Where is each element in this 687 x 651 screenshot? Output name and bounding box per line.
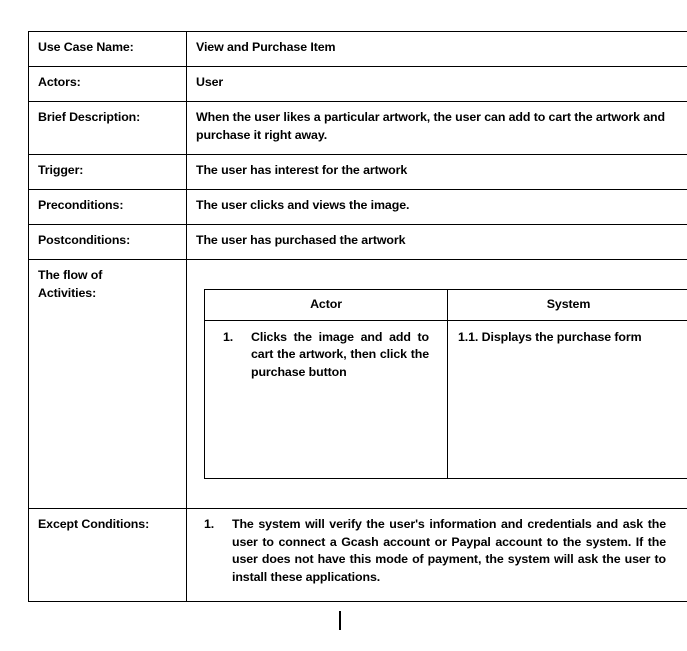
row-value-brief-description: When the user likes a particular artwork, the user can add to cart the artwork and purchase it right away.: [187, 102, 687, 155]
row-value-flow-of-activities: [187, 260, 687, 509]
actor-step-item: [215, 329, 437, 382]
row-label-preconditions: Preconditions:: [29, 190, 187, 225]
table-row-except-conditions: [29, 509, 687, 602]
actor-step-number: 1.: [223, 329, 234, 344]
system-step-number: 1.1.: [458, 329, 479, 344]
row-value-preconditions: The user clicks and views the image.: [187, 190, 687, 225]
row-label-postconditions: Postconditions:: [29, 225, 187, 260]
actor-system-table: [204, 289, 687, 479]
row-value-actors: User: [187, 67, 687, 102]
text-caret: [339, 611, 341, 630]
row-label-actors: Actors:: [29, 67, 187, 102]
table-row-actors: [29, 67, 687, 102]
row-label-except-conditions: Except Conditions:: [29, 509, 187, 602]
table-row-use-case-name: [29, 32, 687, 67]
row-value-trigger: The user has interest for the artwork: [187, 155, 687, 190]
row-label-trigger: Trigger:: [29, 155, 187, 190]
system-step-item: [458, 329, 679, 347]
actor-step-text: Clicks the image and add to cart the artwork, then click the purchase button: [251, 329, 429, 379]
except-condition-number: 1.: [204, 517, 215, 531]
system-step-text: Displays the purchase form: [481, 329, 642, 344]
actor-system-header-row: [205, 290, 687, 321]
except-conditions-list: [196, 516, 679, 586]
column-header-system: System: [448, 290, 687, 321]
use-case-table: [28, 31, 687, 602]
row-label-use-case-name: Use Case Name:: [29, 32, 187, 67]
row-value-use-case-name: View and Purchase Item: [187, 32, 687, 67]
table-row-brief-description: [29, 102, 687, 155]
actor-step-list: [215, 329, 437, 382]
table-row-preconditions: [29, 190, 687, 225]
except-condition-text: The system will verify the user's information and credentials and ask the user to connect a Gcash account or Paypal account to the system. If the user does not have this mode of payment, the system will ask the user to install these applications.: [232, 517, 666, 584]
table-row-trigger: [29, 155, 687, 190]
system-steps-cell: [448, 320, 687, 478]
actor-steps-cell: [205, 320, 448, 478]
row-label-flow-of-activities: [29, 260, 187, 509]
row-label-brief-description: Brief Description:: [29, 102, 187, 155]
table-row-postconditions: [29, 225, 687, 260]
flow-label-line-2: Activities:: [38, 285, 97, 300]
row-value-except-conditions: [187, 509, 687, 602]
actor-system-body-row: [205, 320, 687, 478]
table-row-flow-of-activities: [29, 260, 687, 509]
except-condition-item: [196, 516, 679, 586]
row-value-postconditions: The user has purchased the artwork: [187, 225, 687, 260]
flow-label-line-1: The flow of: [38, 268, 103, 282]
column-header-actor: Actor: [205, 290, 448, 321]
